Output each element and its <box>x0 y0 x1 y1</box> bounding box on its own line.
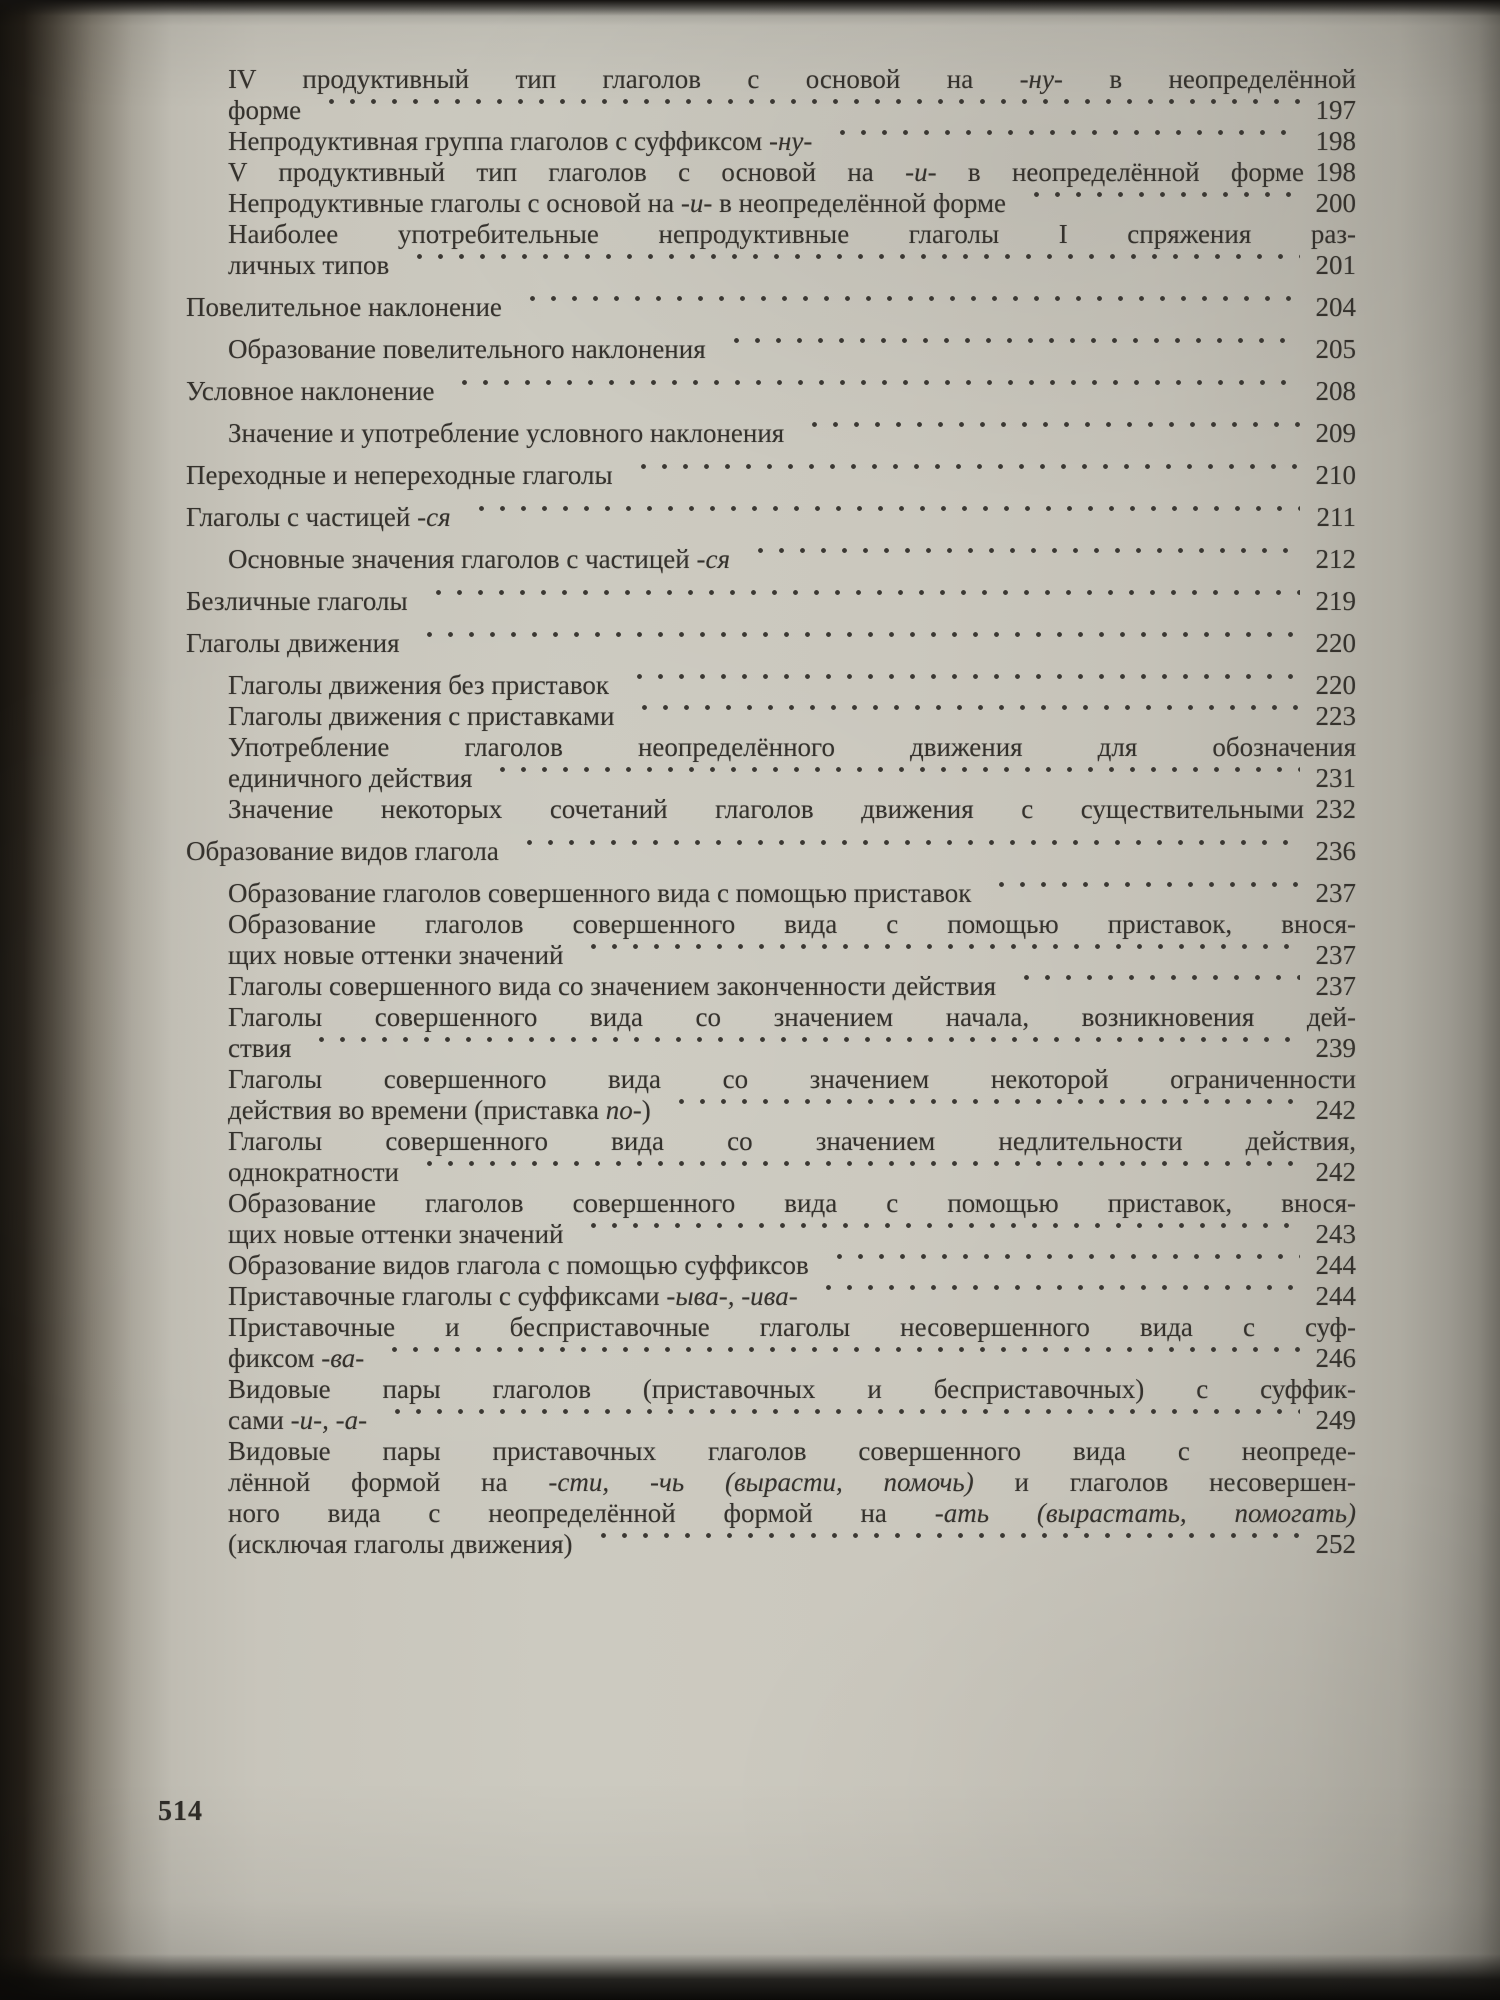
toc-line-last <box>186 292 1356 323</box>
toc-line-last <box>228 1405 1356 1436</box>
toc-line-last <box>228 126 1356 157</box>
toc-entry <box>186 836 1356 867</box>
toc-line <box>228 64 1356 95</box>
toc-entry-text: Безличные глаголы <box>186 586 408 616</box>
toc-entry-text: Непродуктивная группа глаголов с суффиксом -ну- <box>228 126 813 156</box>
toc-entry <box>186 1002 1356 1064</box>
dot-leader <box>826 126 1300 157</box>
toc-page-number: 208 <box>1315 376 1356 406</box>
dot-leader <box>403 250 1300 281</box>
toc-line-last <box>186 460 1356 491</box>
toc-entry <box>186 794 1356 825</box>
toc-entry <box>186 460 1356 491</box>
dot-leader <box>627 460 1300 491</box>
toc-page-number: 231 <box>1315 763 1356 793</box>
toc-entry-text: Образование видов глагола <box>186 836 499 866</box>
toc-line-last <box>228 670 1356 701</box>
toc-entry-text: лённой формой на -сти, -чь (вырасти, помочь) и глаголов несовершен- <box>228 1467 1356 1497</box>
toc-entry-text: Глаголы совершенного вида со значением законченности действия <box>228 971 997 1001</box>
toc-entry-text: сами -и-, -а- <box>228 1405 368 1435</box>
toc-entry <box>186 157 1356 188</box>
toc-page-number: 237 <box>1315 940 1356 970</box>
toc-page-number: 201 <box>1315 250 1356 280</box>
toc-line-last <box>228 1343 1356 1374</box>
toc-line <box>228 1312 1356 1343</box>
dot-leader <box>665 1095 1300 1126</box>
toc-line <box>228 1374 1356 1405</box>
toc-page-number: 242 <box>1315 1157 1356 1187</box>
toc-entry-text: действия во времени (приставка по-) <box>228 1095 651 1125</box>
toc-line <box>228 1126 1356 1157</box>
toc-entry-text: Переходные и непереходные глаголы <box>186 460 613 490</box>
toc-page-number: 220 <box>1315 628 1356 658</box>
dot-leader <box>315 95 1300 126</box>
toc-line-last <box>228 334 1356 365</box>
toc-line-last <box>228 1529 1356 1560</box>
toc-entry <box>186 1312 1356 1374</box>
dot-leader <box>378 1343 1300 1374</box>
photo-bottom-edge <box>0 1954 1500 2000</box>
toc-entry-text: Значение и употребление условного наклонения <box>228 418 785 448</box>
dot-leader <box>812 1281 1300 1312</box>
toc-entry-text: Глаголы совершенного вида со значением недлительности действия, <box>228 1126 1356 1156</box>
dot-leader <box>381 1405 1300 1436</box>
toc-line-last <box>228 1095 1356 1126</box>
toc-entry-text: щих новые оттенки значений <box>228 1219 564 1249</box>
toc-line <box>228 909 1356 940</box>
toc-line <box>228 1064 1356 1095</box>
toc-entry-text: Наиболее употребительные непродуктивные глаголы I спряжения раз- <box>228 219 1356 249</box>
toc-page-number: 237 <box>1315 971 1356 1001</box>
toc-entry-text: ного вида с неопределённой формой на -ать (вырастать, помогать) <box>228 1498 1356 1528</box>
toc-entry <box>186 376 1356 407</box>
dot-leader <box>628 701 1300 732</box>
toc-page-number: 242 <box>1315 1095 1356 1125</box>
toc-line-last <box>228 157 1356 188</box>
toc-entry <box>186 878 1356 909</box>
photo-top-edge <box>0 0 1500 16</box>
toc-line <box>228 219 1356 250</box>
dot-leader <box>720 334 1300 365</box>
toc-entry-text: Глаголы движения без приставок <box>228 670 610 700</box>
toc-entry-text: Глаголы совершенного вида со значением начала, возникновения дей- <box>228 1002 1356 1032</box>
toc-line-last <box>228 794 1356 825</box>
toc-entry <box>186 1188 1356 1250</box>
toc-entry-text: Глаголы совершенного вида со значением некоторой ограниченности <box>228 1064 1356 1094</box>
toc-entry <box>186 502 1356 533</box>
toc-page-number: 236 <box>1315 836 1356 866</box>
toc-line-last <box>228 1281 1356 1312</box>
toc-page-number: 239 <box>1315 1033 1356 1063</box>
toc-entry <box>186 1281 1356 1312</box>
toc-entry-text: Видовые пары приставочных глаголов совершенного вида с неопреде- <box>228 1436 1356 1466</box>
toc-line <box>228 1002 1356 1033</box>
toc-entry <box>186 1064 1356 1126</box>
toc-line-last <box>228 1033 1356 1064</box>
toc-entry-text: Глаголы движения <box>186 628 400 658</box>
toc-page-number: 243 <box>1315 1219 1356 1249</box>
toc-page-number: 197 <box>1315 95 1356 125</box>
toc-entry-text: фиксом -ва- <box>228 1343 365 1373</box>
toc-entry-text: форме <box>228 95 302 125</box>
toc-line-last <box>228 1157 1356 1188</box>
toc-entry-text: Образование видов глагола с помощью суффиксов <box>228 1250 809 1280</box>
toc-entry-text: единичного действия <box>228 763 473 793</box>
toc-entry-text: Условное наклонение <box>186 376 435 406</box>
dot-leader <box>823 1250 1300 1281</box>
toc-entry <box>186 188 1356 219</box>
toc-entry-text: V продуктивный тип глаголов с основой на -и- в неопределённой форме <box>228 157 1304 187</box>
toc-page-number: 237 <box>1315 878 1356 908</box>
toc-entry <box>186 732 1356 794</box>
toc-entry-text: личных типов <box>228 250 390 280</box>
toc-page-number: 223 <box>1315 701 1356 731</box>
toc-page-number: 200 <box>1315 188 1356 218</box>
dot-leader <box>305 1033 1300 1064</box>
toc-line <box>228 732 1356 763</box>
dot-leader <box>513 836 1300 867</box>
toc-entry <box>186 418 1356 449</box>
toc-line-last <box>186 586 1356 617</box>
toc-page-number: 244 <box>1315 1250 1356 1280</box>
toc-page-number: 211 <box>1316 502 1356 532</box>
toc-line-last <box>228 544 1356 575</box>
toc-entry-text: Употребление глаголов неопределённого движения для обозначения <box>228 732 1356 762</box>
toc-page-number: 232 <box>1315 794 1356 824</box>
toc-entry-text: однократности <box>228 1157 399 1187</box>
dot-leader <box>448 376 1300 407</box>
toc-page-number: 204 <box>1315 292 1356 322</box>
dot-leader <box>413 1157 1300 1188</box>
toc-line-last <box>186 836 1356 867</box>
toc-page-number: 209 <box>1315 418 1356 448</box>
toc-entry-text: щих новые оттенки значений <box>228 940 564 970</box>
toc-page-number: 212 <box>1315 544 1356 574</box>
page-folio-number: 514 <box>158 1796 203 1827</box>
dot-leader <box>798 418 1300 449</box>
toc-entry <box>186 701 1356 732</box>
toc-line-last <box>228 418 1356 449</box>
toc-line-last <box>228 940 1356 971</box>
toc-page-number: 246 <box>1315 1343 1356 1373</box>
toc-page-number: 249 <box>1315 1405 1356 1435</box>
toc-entry-text: Повелительное наклонение <box>186 292 502 322</box>
toc-line-last <box>228 701 1356 732</box>
toc-entry-text: ствия <box>228 1033 292 1063</box>
toc-entry <box>186 971 1356 1002</box>
table-of-contents <box>186 64 1356 1560</box>
toc-entry-text: Образование повелительного наклонения <box>228 334 706 364</box>
toc-page-number: 244 <box>1315 1281 1356 1311</box>
toc-entry-text: Образование глаголов совершенного вида с помощью приставок, внося- <box>228 909 1356 939</box>
dot-leader <box>985 878 1300 909</box>
toc-page-number: 220 <box>1315 670 1356 700</box>
dot-leader <box>516 292 1300 323</box>
toc-entry <box>186 586 1356 617</box>
toc-entry-text: Образование глаголов совершенного вида с помощью приставок, внося- <box>228 1188 1356 1218</box>
toc-entry-text: Непродуктивные глаголы с основой на -и- в неопределённой форме <box>228 188 1007 218</box>
toc-page-number: 219 <box>1315 586 1356 616</box>
toc-line <box>228 1498 1356 1529</box>
toc-entry <box>186 1250 1356 1281</box>
toc-entry <box>186 909 1356 971</box>
toc-line-last <box>228 188 1356 219</box>
dot-leader <box>465 502 1300 533</box>
toc-line-last <box>228 878 1356 909</box>
toc-entry <box>186 126 1356 157</box>
dot-leader <box>422 586 1300 617</box>
toc-line-last <box>228 1250 1356 1281</box>
toc-line-last <box>228 763 1356 794</box>
toc-entry <box>186 1436 1356 1560</box>
toc-entry <box>186 544 1356 575</box>
toc-entry-text: Основные значения глаголов с частицей -ся <box>228 544 731 574</box>
toc-line-last <box>228 95 1356 126</box>
toc-line-last <box>228 1219 1356 1250</box>
toc-page-number: 252 <box>1315 1529 1356 1559</box>
toc-entry-text: IV продуктивный тип глаголов с основой на -ну- в неопределённой <box>228 64 1356 94</box>
toc-entry <box>186 219 1356 281</box>
toc-entry-text: Приставочные глаголы с суффиксами -ыва-, -ива- <box>228 1281 798 1311</box>
dot-leader <box>623 670 1300 701</box>
toc-line <box>228 1436 1356 1467</box>
toc-entry <box>186 334 1356 365</box>
toc-line <box>228 1467 1356 1498</box>
dot-leader <box>413 628 1300 659</box>
toc-page-number: 198 <box>1315 126 1356 156</box>
toc-line-last <box>228 250 1356 281</box>
toc-entry <box>186 1126 1356 1188</box>
toc-page-number: 198 <box>1315 157 1356 187</box>
toc-entry-text: Значение некоторых сочетаний глаголов движения с существительными <box>228 794 1304 824</box>
toc-page-number: 205 <box>1315 334 1356 364</box>
toc-line-last <box>186 502 1356 533</box>
toc-entry <box>186 1374 1356 1436</box>
toc-entry <box>186 292 1356 323</box>
toc-entry-text: Приставочные и бесприставочные глаголы несовершенного вида с суф- <box>228 1312 1356 1342</box>
dot-leader <box>1010 971 1300 1002</box>
dot-leader <box>577 940 1300 971</box>
toc-entry <box>186 64 1356 126</box>
toc-entry-text: (исключая глаголы движения) <box>228 1529 573 1559</box>
toc-entry <box>186 670 1356 701</box>
toc-entry-text: Видовые пары глаголов (приставочных и бесприставочных) с суффик- <box>228 1374 1356 1404</box>
dot-leader <box>1020 188 1300 219</box>
dot-leader <box>744 544 1300 575</box>
toc-entry <box>186 628 1356 659</box>
toc-page-number: 210 <box>1315 460 1356 490</box>
toc-line-last <box>186 376 1356 407</box>
toc-line-last <box>228 971 1356 1002</box>
dot-leader <box>587 1529 1301 1560</box>
toc-entry-text: Глаголы движения с приставками <box>228 701 615 731</box>
dot-leader <box>486 763 1300 794</box>
toc-line <box>228 1188 1356 1219</box>
toc-entry-text: Глаголы с частицей -ся <box>186 502 451 532</box>
toc-entry-text: Образование глаголов совершенного вида с помощью приставок <box>228 878 972 908</box>
toc-line-last <box>186 628 1356 659</box>
dot-leader <box>577 1219 1300 1250</box>
